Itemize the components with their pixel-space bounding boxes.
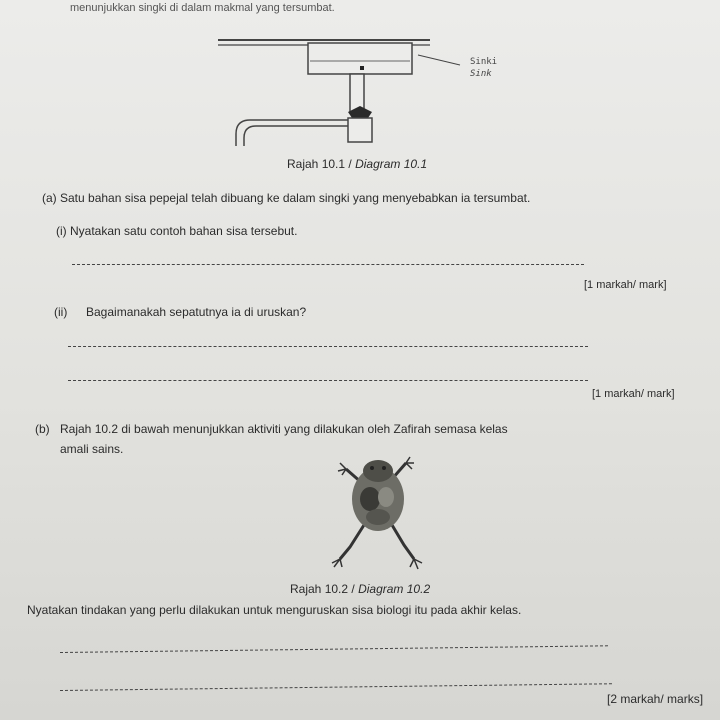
question-a: (a) Satu bahan sisa pepejal telah dibuang ke dalam singki yang menyebabkan ia tersumbat. (42, 191, 531, 205)
question-a-ii-number: (ii) (54, 305, 68, 319)
caption-sep: / (351, 582, 355, 596)
answer-line-a-ii-1[interactable] (68, 346, 588, 347)
answer-line-a-i[interactable] (72, 264, 584, 265)
question-b-label: (b) (35, 422, 50, 436)
frog-specimen-diagram (320, 455, 440, 575)
page-header-text: menunjukkan singki di dalam makmal yang tersumbat. (70, 2, 335, 14)
marks-b: [2 markah/ marks] (607, 692, 704, 706)
marks-a-ii: [1 markah/ mark] (592, 388, 675, 400)
question-a-ii: Bagaimanakah sepatutnya ia di uruskan? (86, 305, 307, 319)
sink-label-ms: Sinki (470, 57, 498, 67)
caption-sep: / (348, 157, 352, 171)
caption-en: Diagram 10.1 (355, 157, 428, 171)
answer-line-b-2[interactable] (60, 683, 612, 691)
sink-label-en: Sink (470, 69, 492, 79)
question-b-line1: Rajah 10.2 di bawah menunjukkan aktiviti yang dilakukan oleh Zafirah semasa kelas (60, 422, 508, 436)
caption-ms: Rajah 10.1 (287, 157, 346, 171)
question-b-line2: amali sains. (60, 442, 124, 456)
answer-line-b-1[interactable] (60, 645, 608, 653)
question-b: Nyatakan tindakan yang perlu dilakukan untuk menguruskan sisa biologi itu pada akhir kelas. (27, 603, 522, 617)
sink-label (470, 56, 497, 80)
caption-ms: Rajah 10.2 (290, 582, 349, 596)
answer-line-a-ii-2[interactable] (68, 380, 588, 381)
sink-diagram (200, 28, 680, 188)
diagram-10-2-caption (290, 582, 430, 596)
question-a-i: (i) Nyatakan satu contoh bahan sisa tersebut. (56, 224, 298, 238)
marks-a-i: [1 markah/ mark] (584, 279, 667, 291)
caption-en: Diagram 10.2 (358, 582, 431, 596)
diagram-10-1-caption (287, 157, 427, 171)
